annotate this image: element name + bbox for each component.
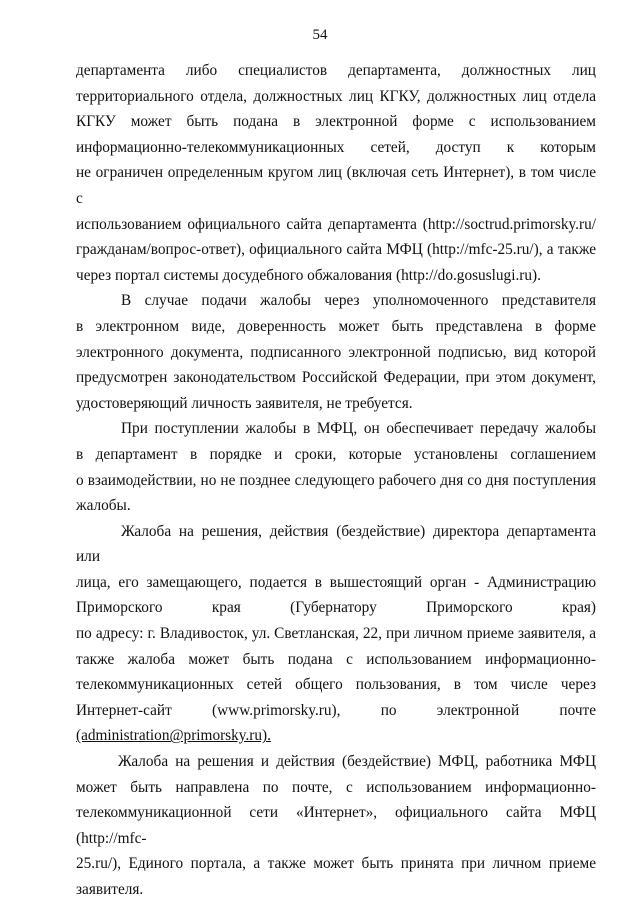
- paragraph-4: [76, 519, 596, 749]
- paragraph-2: [76, 288, 596, 416]
- text-line: также жалоба может быть подана с использованием информационно-: [76, 650, 596, 668]
- text-line: в электронном виде, доверенность может быть представлена в форме: [76, 317, 596, 335]
- text-line: не ограничен определенным кругом лиц (включая сеть Интернет), в том числе с: [76, 164, 596, 207]
- paragraph-3: [76, 416, 596, 518]
- text-line: информационно-телекоммуникационных сетей, доступ к которым: [76, 138, 596, 156]
- paragraph-1: [76, 58, 596, 288]
- text-line: Приморского края (Губернатору Приморского края): [76, 599, 596, 617]
- text-line: Жалоба на решения, действия (бездействие) директора департамента или: [76, 522, 596, 566]
- text-line: заявителя.: [76, 881, 144, 898]
- text-line: При поступлении жалобы в МФЦ, он обеспечивает передачу жалобы: [121, 420, 596, 438]
- page-number: 54: [312, 27, 328, 43]
- text-line: КГКУ может быть подана в электронной форме с использованием: [76, 113, 596, 131]
- text-line: удостоверяющий личность заявителя, не требуется.: [76, 394, 413, 412]
- text-line: в департамент в порядке и сроки, которые установлены соглашением: [76, 445, 596, 463]
- text-line: Жалоба на решения и действия (бездействие) МФЦ, работника МФЦ: [118, 753, 596, 771]
- text-line: гражданам/вопрос-ответ), официального сайта МФЦ (http://mfc-25.ru/), а также: [76, 241, 596, 259]
- email-link[interactable]: (administration@primorsky.ru).: [76, 727, 271, 745]
- text-line: использованием официального сайта департамента (http://soctrud.primorsky.ru/: [76, 215, 596, 233]
- text-line: электронного документа, подписанного электронной подписью, вид которой: [76, 343, 596, 361]
- paragraph-5: [76, 749, 596, 903]
- text-line: может быть направлена по почте, с использованием информационно-: [76, 778, 596, 796]
- text-line: телекоммуникационных сетей общего пользования, в том числе через: [76, 676, 596, 694]
- text-line: о взаимодействии, но не позднее следующего рабочего дня со дня поступления: [76, 471, 596, 489]
- text-line: лица, его замещающего, подается в вышестоящий орган - Администрацию: [76, 573, 596, 591]
- text-line: В случае подачи жалобы через уполномоченного представителя: [121, 292, 596, 310]
- text-line: 25.ru/), Единого портала, а также может быть принята при личном приеме: [76, 855, 596, 873]
- text-line: Интернет-сайт (www.primorsky.ru), по электронной почте: [76, 701, 596, 719]
- text-line: через портал системы досудебного обжалования (http://do.gosuslugi.ru).: [76, 266, 541, 284]
- text-line: телекоммуникационной сети «Интернет», официального сайта МФЦ (http://mfc-: [76, 804, 596, 847]
- document-body: [76, 58, 596, 903]
- text-line: предусмотрен законодательством Российской Федерации, при этом документ,: [76, 369, 596, 387]
- text-line: по адресу: г. Владивосток, ул. Светланская, 22, при личном приеме заявителя, а: [76, 625, 596, 643]
- text-line: жалобы.: [76, 497, 131, 515]
- text-line: департамента либо специалистов департамента, должностных лиц: [76, 62, 596, 79]
- text-line: территориального отдела, должностных лиц КГКУ, должностных лиц отдела: [76, 87, 596, 105]
